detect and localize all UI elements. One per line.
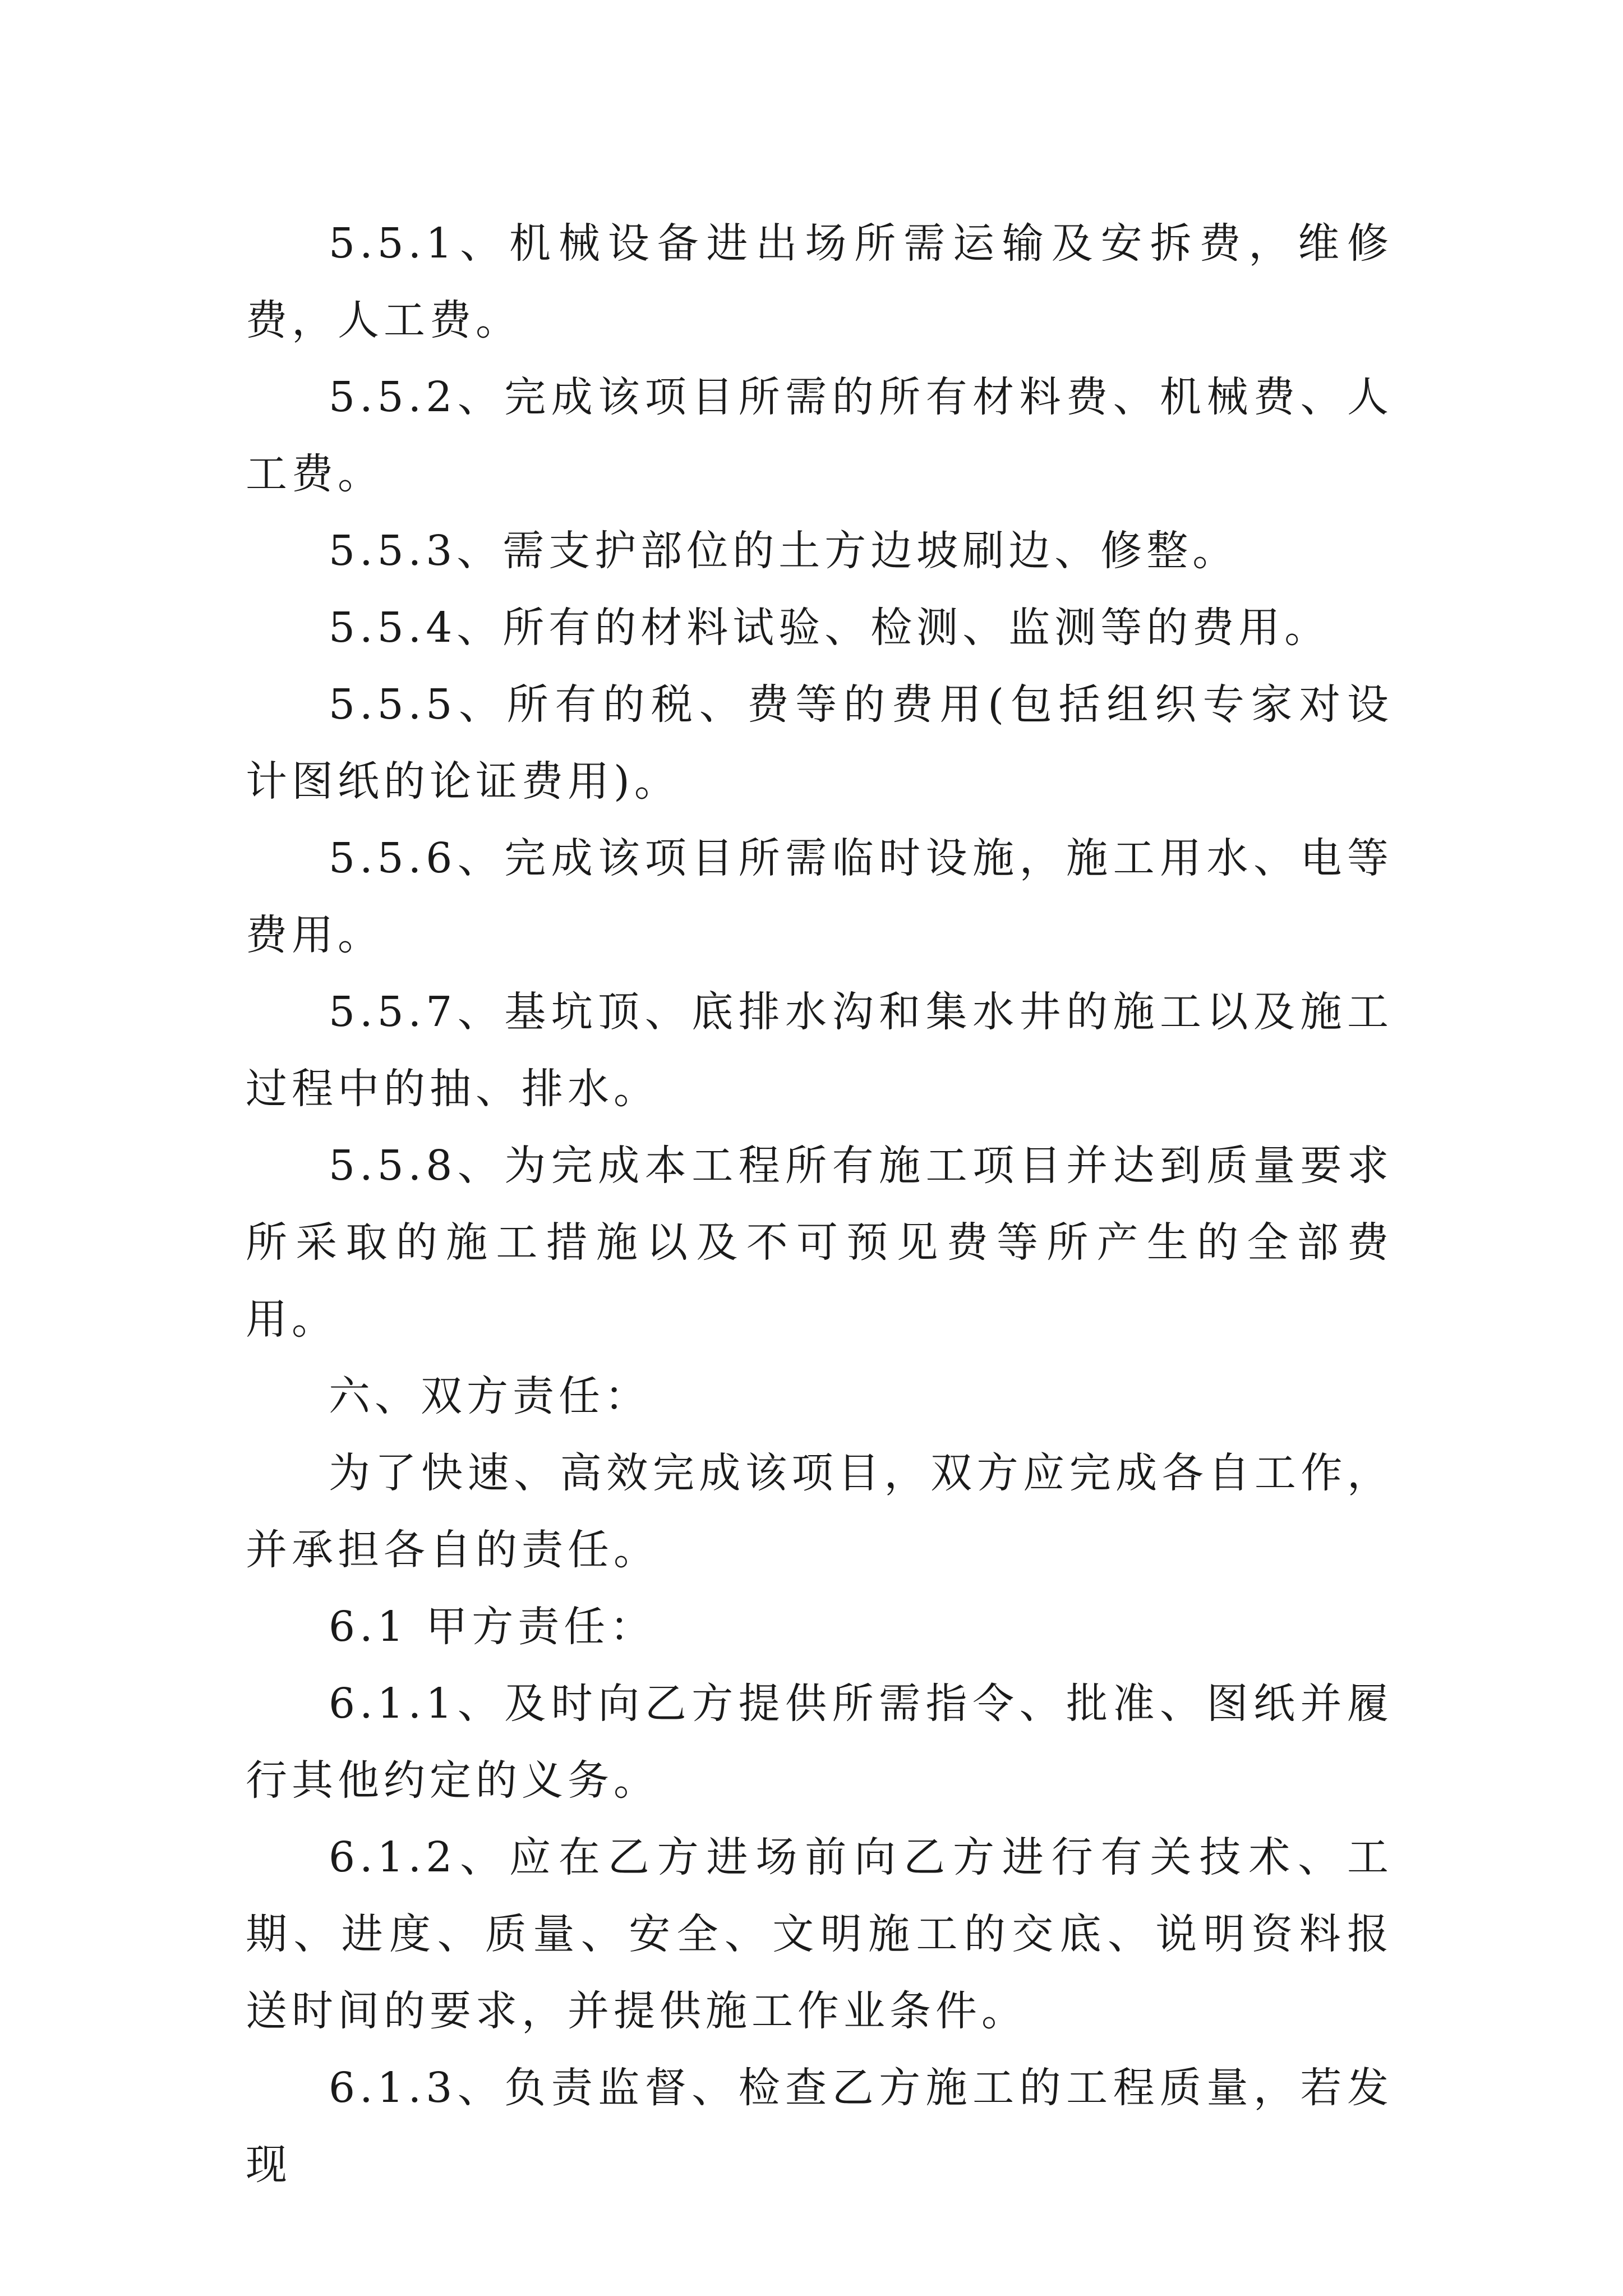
clause-6-1-2: 6.1.2、应在乙方进场前向乙方进行有关技术、工期、进度、质量、安全、文明施工的交底、说明资料报送时间的要求，并提供施工作业条件。 [246, 1833, 1393, 2035]
clause-5-5-8: 5.5.8、为完成本工程所有施工项目并达到质量要求所采取的施工措施以及不可预见费等所产生的全部费用。 [246, 1142, 1393, 1343]
section-heading-6: 六、双方责任： [329, 1372, 651, 1420]
section-6-intro: 为了快速、高效完成该项目，双方应完成各自工作，并承担各自的责任。 [246, 1449, 1393, 1574]
clause-5-5-3: 5.5.3、需支护部位的土方边坡刷边、修整。 [329, 527, 1239, 575]
clause-5-5-6: 5.5.6、完成该项目所需临时设施，施工用水、电等费用。 [246, 834, 1393, 959]
subsection-heading-6-1: 6.1 甲方责任： [329, 1603, 656, 1651]
clause-6-1-3: 6.1.3、负责监督、检查乙方施工的工程质量，若发现 [246, 2064, 1393, 2189]
clause-5-5-1: 5.5.1、机械设备进出场所需运输及安拆费，维修费，人工费。 [246, 219, 1393, 344]
clause-5-5-4: 5.5.4、所有的材料试验、检测、监测等的费用。 [329, 604, 1331, 652]
document-body [246, 205, 1393, 2203]
clause-6-1-1: 6.1.1、及时向乙方提供所需指令、批准、图纸并履行其他约定的义务。 [246, 1680, 1393, 1805]
clause-5-5-5: 5.5.5、所有的税、费等的费用(包括组织专家对设计图纸的论证费用)。 [246, 680, 1393, 806]
clause-5-5-2: 5.5.2、完成该项目所需的所有材料费、机械费、人工费。 [246, 373, 1393, 498]
clause-5-5-7: 5.5.7、基坑顶、底排水沟和集水井的施工以及施工过程中的抽、排水。 [246, 988, 1393, 1113]
